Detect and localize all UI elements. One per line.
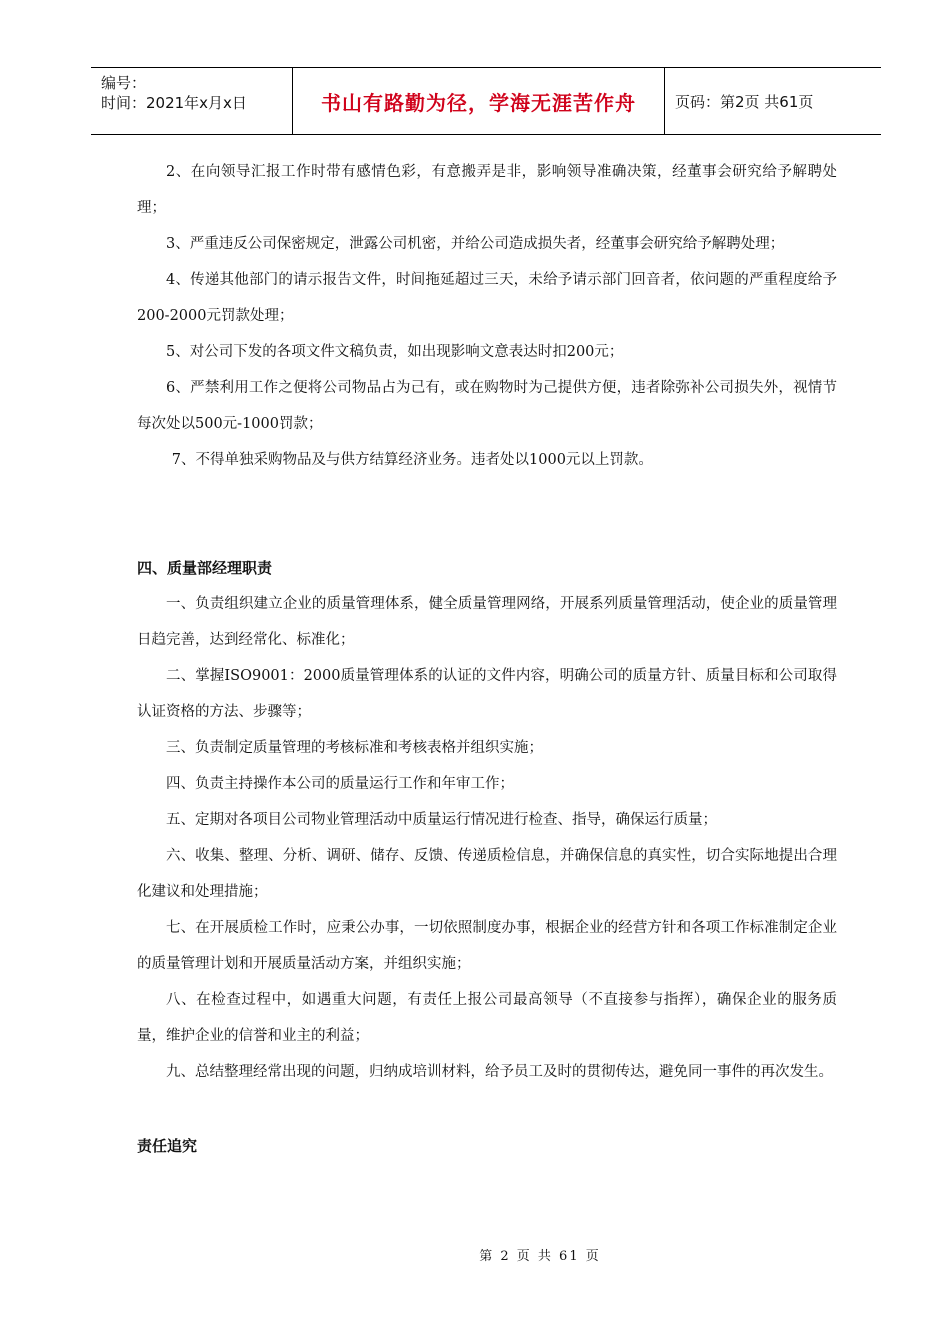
paragraph-item-7: 7、不得单独采购物品及与供方结算经济业务。违者处以1000元以上罚款。 (171, 452, 653, 468)
header-motto: 书山有路勤为径，学海无涯苦作舟 (293, 68, 665, 134)
section-title: 四、质量部经理职责 (137, 559, 273, 577)
page-footer: 第 2 页 共 61 页 (479, 1249, 601, 1264)
page-header (91, 67, 881, 135)
duty-item-7: 七、在开展质检工作时，应秉公办事，一切依照制度办事，根据企业的经营方针和各项工作标准制定企业的质量管理计划和开展质量活动方案，并组织实施； (137, 920, 837, 972)
document-body (137, 154, 837, 1164)
paragraph-item-6: 6、严禁利用工作之便将公司物品占为己有，或在购物时为己提供方便，违者除弥补公司损失外，视情节每次处以500元-1000罚款； (137, 380, 837, 432)
paragraph-item-2: 2、在向领导汇报工作时带有感情色彩，有意搬弄是非，影响领导准确决策，经董事会研究给予解聘处理； (137, 164, 837, 216)
duty-item-8: 八、在检查过程中，如遇重大问题，有责任上报公司最高领导（不直接参与指挥），确保企业的服务质量，维护企业的信誉和业主的利益； (137, 992, 837, 1044)
duty-item-9: 九、总结整理经常出现的问题，归纳成培训材料，给予员工及时的贯彻传达，避免同一事件的再次发生。 (166, 1064, 833, 1080)
header-meta-cell (91, 68, 293, 134)
duty-item-5: 五、定期对各项目公司物业管理活动中质量运行情况进行检查、指导，确保运行质量； (166, 812, 717, 828)
duty-item-3: 三、负责制定质量管理的考核标准和考核表格并组织实施； (166, 740, 543, 756)
time-label: 时间：2021年x月x日 (101, 94, 247, 112)
duty-item-4: 四、负责主持操作本公司的质量运行工作和年审工作； (166, 776, 514, 792)
header-page-code: 页码：第2页 共61页 (675, 92, 814, 111)
subsection-gap (137, 1090, 837, 1128)
paragraph-item-5: 5、对公司下发的各项文件文稿负责，如出现影响文意表达时扣200元； (166, 344, 624, 360)
paragraph-item-4: 4、传递其他部门的请示报告文件，时间拖延超过三天，未给予请示部门回音者，依问题的严重程度给予200-2000元罚款处理； (137, 272, 837, 324)
duty-item-2: 二、掌握ISO9001：2000质量管理体系的认证的文件内容，明确公司的质量方针、质量目标和公司取得认证资格的方法、步骤等； (137, 668, 837, 720)
serial-label: 编号： (101, 74, 147, 92)
subsection-title: 责任追究 (137, 1137, 198, 1155)
duty-item-6: 六、收集、整理、分析、调研、储存、反馈、传递质检信息，并确保信息的真实性，切合实际地提出合理化建议和处理措施； (137, 848, 837, 900)
duty-item-1: 一、负责组织建立企业的质量管理体系，健全质量管理网络，开展系列质量管理活动，使企业的质量管理日趋完善，达到经常化、标准化； (137, 596, 837, 648)
paragraph-item-3: 3、严重违反公司保密规定，泄露公司机密，并给公司造成损失者，经董事会研究给予解聘处理； (166, 236, 785, 252)
section-gap (137, 478, 837, 550)
